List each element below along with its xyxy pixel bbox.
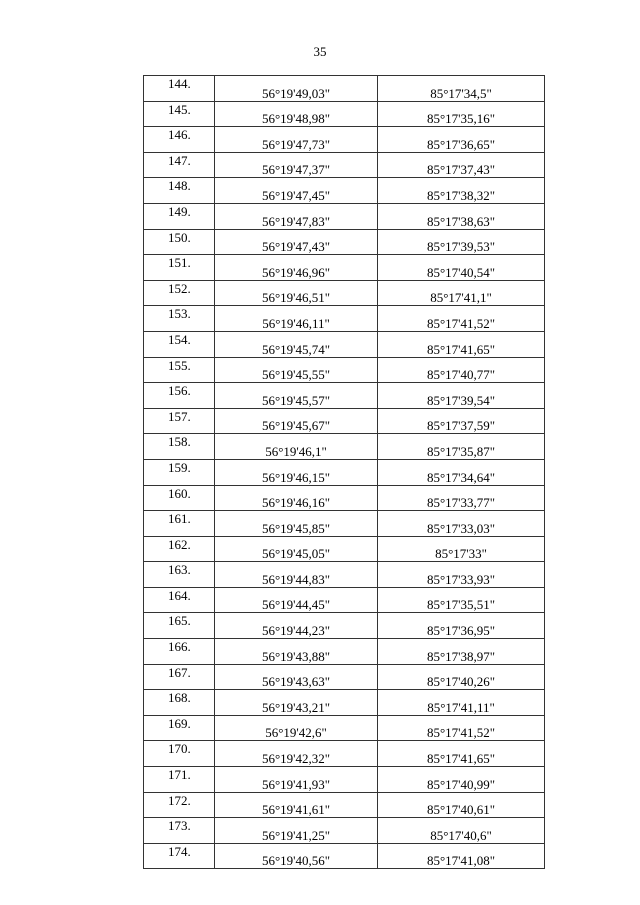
point-number-cell: 159. [144, 459, 215, 485]
latitude-cell: 56°19'45,74" [215, 331, 378, 357]
longitude-cell: 85°17'38,63" [378, 203, 545, 229]
longitude-cell: 85°17'40,54" [378, 255, 545, 281]
table-row [144, 511, 545, 537]
longitude-cell: 85°17'40,26" [378, 664, 545, 690]
table-row [144, 178, 545, 204]
longitude-cell: 85°17'35,51" [378, 587, 545, 613]
longitude-cell: 85°17'35,16" [378, 101, 545, 127]
longitude-cell: 85°17'39,53" [378, 229, 545, 255]
latitude-cell: 56°19'46,1" [215, 434, 378, 460]
latitude-cell: 56°19'46,96" [215, 255, 378, 281]
latitude-cell: 56°19'45,67" [215, 408, 378, 434]
longitude-cell: 85°17'40,61" [378, 792, 545, 818]
table-row [144, 280, 545, 306]
latitude-cell: 56°19'47,37" [215, 152, 378, 178]
table-row [144, 767, 545, 793]
table-row [144, 434, 545, 460]
point-number-cell: 170. [144, 741, 215, 767]
latitude-cell: 56°19'46,15" [215, 459, 378, 485]
longitude-cell: 85°17'41,1" [378, 280, 545, 306]
table-row [144, 843, 545, 869]
latitude-cell: 56°19'46,16" [215, 485, 378, 511]
table-row [144, 613, 545, 639]
table-row [144, 331, 545, 357]
latitude-cell: 56°19'47,73" [215, 127, 378, 153]
latitude-cell: 56°19'43,21" [215, 690, 378, 716]
point-number-cell: 158. [144, 434, 215, 460]
longitude-cell: 85°17'33,93" [378, 562, 545, 588]
longitude-cell: 85°17'41,08" [378, 843, 545, 869]
point-number-cell: 168. [144, 690, 215, 716]
longitude-cell: 85°17'34,5" [378, 76, 545, 102]
table-row [144, 357, 545, 383]
point-number-cell: 151. [144, 255, 215, 281]
point-number-cell: 169. [144, 715, 215, 741]
point-number-cell: 156. [144, 383, 215, 409]
longitude-cell: 85°17'33,77" [378, 485, 545, 511]
point-number-cell: 155. [144, 357, 215, 383]
latitude-cell: 56°19'44,45" [215, 587, 378, 613]
latitude-cell: 56°19'42,6" [215, 715, 378, 741]
table-row [144, 690, 545, 716]
longitude-cell: 85°17'41,11" [378, 690, 545, 716]
latitude-cell: 56°19'40,56" [215, 843, 378, 869]
point-number-cell: 166. [144, 639, 215, 665]
point-number-cell: 160. [144, 485, 215, 511]
table-row [144, 408, 545, 434]
point-number-cell: 147. [144, 152, 215, 178]
longitude-cell: 85°17'34,64" [378, 459, 545, 485]
longitude-cell: 85°17'38,97" [378, 639, 545, 665]
latitude-cell: 56°19'45,85" [215, 511, 378, 537]
longitude-cell: 85°17'36,65" [378, 127, 545, 153]
point-number-cell: 146. [144, 127, 215, 153]
latitude-cell: 56°19'48,98" [215, 101, 378, 127]
longitude-cell: 85°17'36,95" [378, 613, 545, 639]
longitude-cell: 85°17'37,59" [378, 408, 545, 434]
latitude-cell: 56°19'45,57" [215, 383, 378, 409]
latitude-cell: 56°19'46,11" [215, 306, 378, 332]
longitude-cell: 85°17'39,54" [378, 383, 545, 409]
table-row [144, 485, 545, 511]
table-row [144, 152, 545, 178]
table-row [144, 664, 545, 690]
longitude-cell: 85°17'40,77" [378, 357, 545, 383]
point-number-cell: 171. [144, 767, 215, 793]
page-number: 35 [313, 44, 327, 59]
point-number-cell: 173. [144, 818, 215, 844]
point-number-cell: 153. [144, 306, 215, 332]
latitude-cell: 56°19'43,63" [215, 664, 378, 690]
longitude-cell: 85°17'37,43" [378, 152, 545, 178]
table-row [144, 459, 545, 485]
latitude-cell: 56°19'45,55" [215, 357, 378, 383]
latitude-cell: 56°19'42,32" [215, 741, 378, 767]
point-number-cell: 161. [144, 511, 215, 537]
table-row [144, 127, 545, 153]
point-number-cell: 150. [144, 229, 215, 255]
latitude-cell: 56°19'47,83" [215, 203, 378, 229]
table-row [144, 306, 545, 332]
point-number-cell: 154. [144, 331, 215, 357]
table-row [144, 101, 545, 127]
point-number-cell: 167. [144, 664, 215, 690]
latitude-cell: 56°19'41,25" [215, 818, 378, 844]
point-number-cell: 165. [144, 613, 215, 639]
point-number-cell: 145. [144, 101, 215, 127]
latitude-cell: 56°19'47,45" [215, 178, 378, 204]
latitude-cell: 56°19'43,88" [215, 639, 378, 665]
table-row [144, 383, 545, 409]
longitude-cell: 85°17'35,87" [378, 434, 545, 460]
point-number-cell: 174. [144, 843, 215, 869]
latitude-cell: 56°19'45,05" [215, 536, 378, 562]
table-row [144, 562, 545, 588]
longitude-cell: 85°17'41,65" [378, 331, 545, 357]
table-row [144, 818, 545, 844]
point-number-cell: 162. [144, 536, 215, 562]
coordinates-table [143, 75, 545, 869]
latitude-cell: 56°19'46,51" [215, 280, 378, 306]
longitude-cell: 85°17'33" [378, 536, 545, 562]
longitude-cell: 85°17'33,03" [378, 511, 545, 537]
table-row [144, 203, 545, 229]
table-row [144, 229, 545, 255]
point-number-cell: 157. [144, 408, 215, 434]
table-row [144, 639, 545, 665]
longitude-cell: 85°17'41,65" [378, 741, 545, 767]
longitude-cell: 85°17'41,52" [378, 715, 545, 741]
table-row [144, 587, 545, 613]
point-number-cell: 164. [144, 587, 215, 613]
coordinates-table-body [144, 76, 545, 869]
table-row [144, 255, 545, 281]
table-row [144, 76, 545, 102]
table-row [144, 715, 545, 741]
table-row [144, 741, 545, 767]
latitude-cell: 56°19'44,23" [215, 613, 378, 639]
point-number-cell: 148. [144, 178, 215, 204]
longitude-cell: 85°17'40,6" [378, 818, 545, 844]
point-number-cell: 152. [144, 280, 215, 306]
point-number-cell: 163. [144, 562, 215, 588]
longitude-cell: 85°17'40,99" [378, 767, 545, 793]
point-number-cell: 172. [144, 792, 215, 818]
table-row [144, 536, 545, 562]
latitude-cell: 56°19'49,03" [215, 76, 378, 102]
latitude-cell: 56°19'41,93" [215, 767, 378, 793]
longitude-cell: 85°17'38,32" [378, 178, 545, 204]
latitude-cell: 56°19'44,83" [215, 562, 378, 588]
latitude-cell: 56°19'41,61" [215, 792, 378, 818]
point-number-cell: 149. [144, 203, 215, 229]
latitude-cell: 56°19'47,43" [215, 229, 378, 255]
point-number-cell: 144. [144, 76, 215, 102]
table-row [144, 792, 545, 818]
longitude-cell: 85°17'41,52" [378, 306, 545, 332]
